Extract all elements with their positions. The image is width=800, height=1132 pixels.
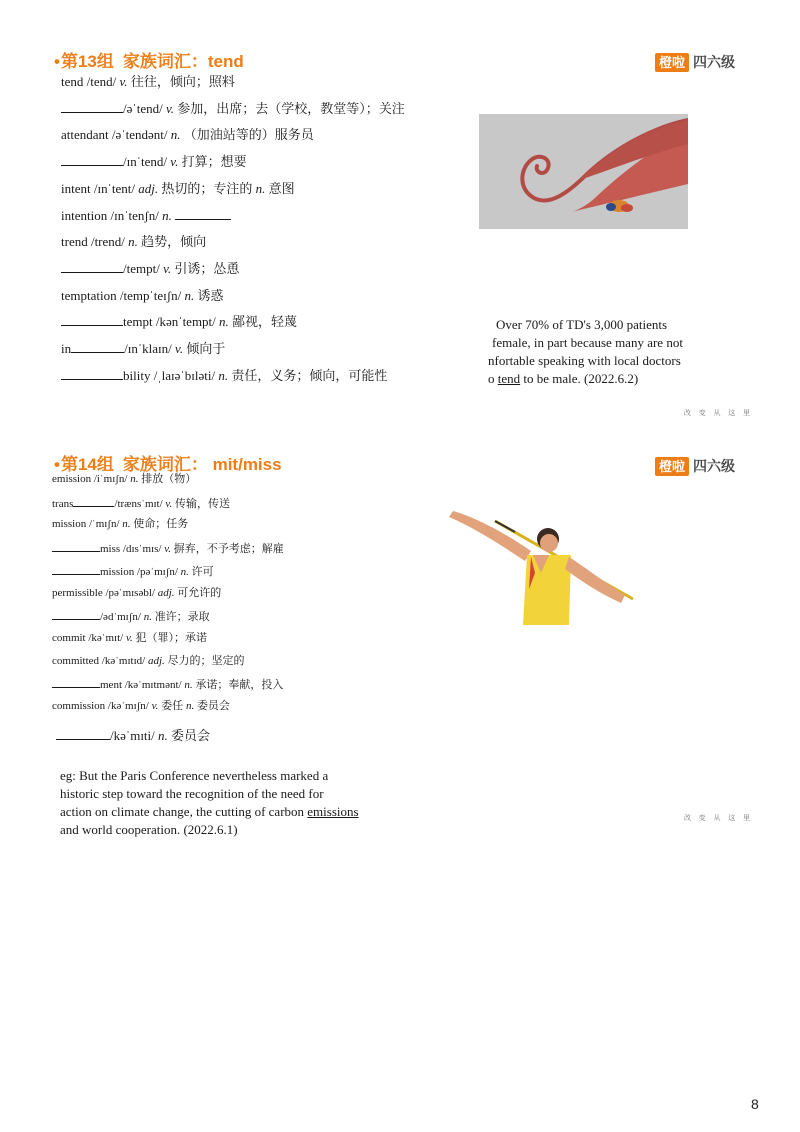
brand-level: 四六级 <box>693 458 736 474</box>
fill-blank[interactable] <box>71 340 124 353</box>
word-row: permissible /pəˈmɪsəbl/ adj. 可允许的 <box>52 586 222 599</box>
brand-level: 四六级 <box>693 54 736 70</box>
section-14-heading: •第14组 家族词汇： mit/miss <box>54 455 282 474</box>
word-row: in /ɪnˈklaɪn/ v. 倾向于 <box>61 341 226 356</box>
fill-blank[interactable] <box>52 562 100 575</box>
footer-mark-13: 改 变 从 这 里 <box>684 409 753 417</box>
fill-blank[interactable] <box>52 675 100 688</box>
fill-blank[interactable] <box>52 607 100 620</box>
word-row: tend /tend/ v. 往往，倾向；照料 <box>61 74 235 89</box>
page-number: 8 <box>751 1096 759 1112</box>
word-row: intent /ɪnˈtent/ adj. 热切的；专注的 n. 意图 <box>61 180 295 196</box>
keyword-emissions: emissions <box>307 804 359 819</box>
family-label: 家族词汇：tend <box>122 52 244 71</box>
group-label: 第14组 <box>60 455 114 474</box>
word-row: /ɪnˈtend/ v. 打算；想要 <box>61 153 247 171</box>
fill-blank[interactable] <box>61 313 123 326</box>
fill-blank[interactable] <box>73 494 114 507</box>
brand-logo: 橙啦 <box>655 53 689 72</box>
word-row: trans /trænsˈmɪt/ v. 传输，传送 <box>52 494 230 512</box>
fill-blank[interactable] <box>56 727 110 740</box>
example-14: eg: But the Paris Conference nevertheless marked a historic step toward the recognition of the need for action on climate change, the cutting of carbon emissions and world cooperation. (2022.6.1) <box>60 768 359 837</box>
brand-logo: 橙啦 <box>655 457 689 476</box>
fill-blank[interactable] <box>61 153 123 166</box>
word-row: bility /ˌlaɪəˈbɪləti/ n. 责任，义务；倾向，可能性 <box>61 367 387 385</box>
word-row: attendant /əˈtendənt/ n. （加油站等的）服务员 <box>61 127 314 143</box>
footer-mark-14: 改 变 从 这 里 <box>684 814 753 822</box>
fill-blank[interactable] <box>52 539 100 552</box>
word-row: mission /ˈmɪʃn/ n. 使命；任务 <box>52 518 189 531</box>
keyword-tend: tend <box>497 371 521 386</box>
word-row: commit /kəˈmɪt/ v. 犯（罪）；承诺 <box>52 631 208 644</box>
word-row: trend /trend/ n. 趋势，倾向 <box>61 234 207 250</box>
group-label: 第13组 <box>60 52 114 71</box>
fill-blank[interactable] <box>61 367 123 380</box>
family-label: 家族词汇： mit/miss <box>122 455 282 474</box>
javelin-illustration <box>445 503 635 625</box>
word-row: ment /kəˈmɪtmənt/ n. 承诺；奉献，投入 <box>52 675 283 693</box>
word-row: miss /dɪsˈmɪs/ v. 摒弃，不予考虑；解雇 <box>52 539 284 557</box>
section-13-heading: •第13组 家族词汇：tend <box>54 52 244 71</box>
word-row: commission /kəˈmɪʃn/ v. 委任 n. 委员会 <box>52 700 230 712</box>
fill-blank[interactable] <box>61 260 123 273</box>
fill-blank[interactable] <box>175 207 231 220</box>
word-row: committed /kəˈmɪtɪd/ adj. 尽力的；坚定的 <box>52 654 245 667</box>
word-row: /əˈtend/ v. 参加，出席；去（学校，教堂等）；关注 <box>61 100 405 118</box>
tentacle-image <box>479 114 688 229</box>
word-row: emission /iˈmɪʃn/ n. 排放（物） <box>52 473 197 485</box>
brand-badge <box>655 52 735 72</box>
word-row: /ədˈmɪʃn/ n. 准许；录取 <box>52 607 210 625</box>
word-row: temptation /tempˈteɪʃn/ n. 诱惑 <box>61 287 224 303</box>
javelin-image <box>445 503 635 625</box>
word-row: intention /ɪnˈtenʃn/ n. <box>61 207 231 225</box>
word-row: /tempt/ v. 引诱；怂恿 <box>61 260 239 278</box>
tentacle-illustration <box>479 114 688 229</box>
word-row: mission /pəˈmɪʃn/ n. 许可 <box>52 562 214 580</box>
example-13: Over 70% of TD's 3,000 patients female, in part because many are not nfortable speaking with local doctors o tend to be male. (2022.6.2) <box>488 317 683 386</box>
brand-badge <box>655 456 735 476</box>
fill-blank[interactable] <box>61 100 123 113</box>
word-row: tempt /kənˈtempt/ n. 鄙视，轻蔑 <box>61 313 297 331</box>
word-row-committee: /kəˈmɪti/ n. 委员会 <box>56 727 210 745</box>
